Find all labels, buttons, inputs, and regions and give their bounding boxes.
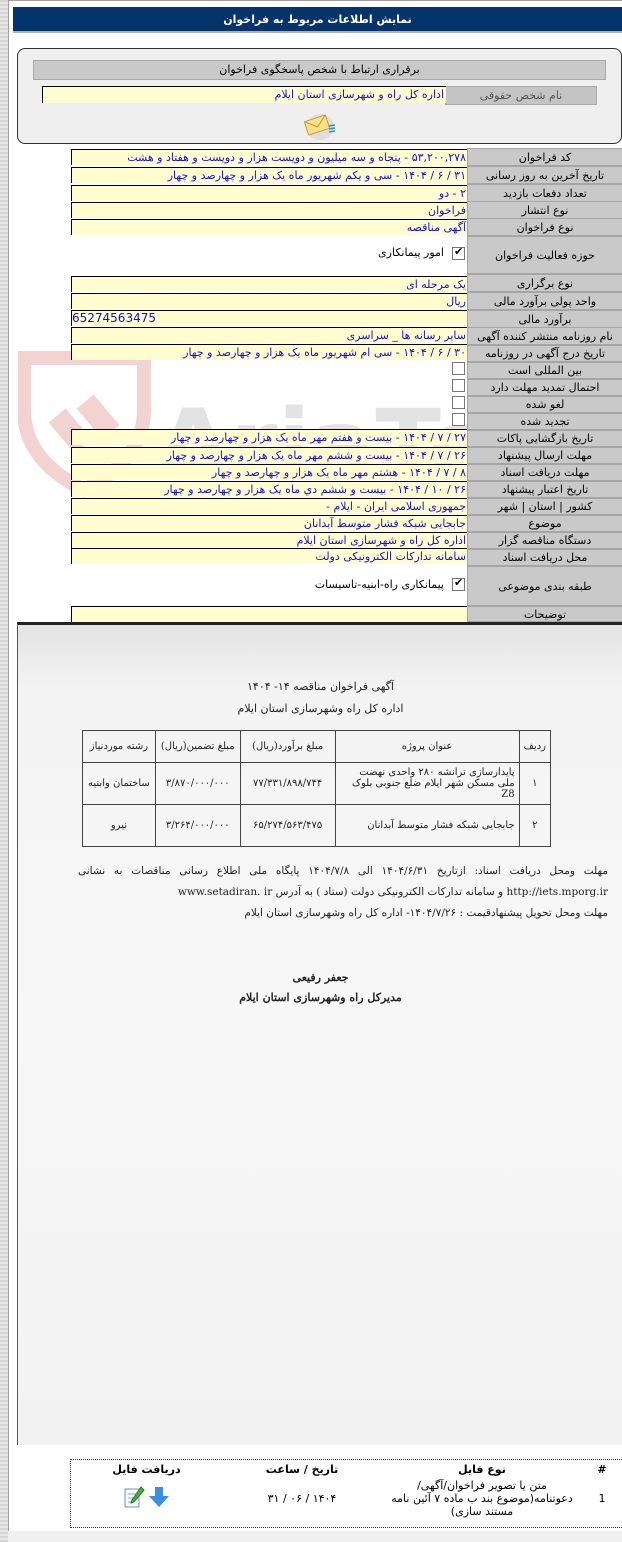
label-activity: حوزه فعالیت فراخوان: [467, 236, 622, 274]
label-newspaper-date: تاریخ درج آگهی در روزنامه: [467, 345, 622, 362]
value-docs-deadline: ۸ / ۷ / ۱۴۰۴ - هشتم مهر ماه یک هزار و چهارصد و چهار: [71, 464, 467, 480]
contact-panel: [17, 48, 622, 144]
label-estimate: برآورد مالی: [467, 310, 622, 328]
category-option-label: پیمانکاری راه-ابنیه-تاسیسات: [314, 578, 444, 591]
legal-entity-label: نام شخص حقوقی: [445, 86, 597, 105]
label-last-update: تاریخ آخرین به روز رسانی: [467, 166, 622, 184]
value-last-update: ۳۱ / ۶ / ۱۴۰۴ - سی و یکم شهریور ماه یک هزار و چهارصد و چهار: [71, 167, 467, 183]
label-visits: تعداد دفعات بازدید: [467, 184, 622, 202]
doc-table-row: ۲ جابجایی شبکه فشار متوسط آبدانان ۶۵/۲۷۴/۵۶۳/۴۷۵ ۳/۲۶۴/۰۰۰/۰۰۰ نیرو: [83, 805, 551, 847]
label-organizer: دستگاه مناقصه گزار: [467, 532, 622, 549]
legal-entity-value: اداره کل راه و شهرسازی استان ایلام: [42, 86, 446, 103]
value-opening-date: ۲۷ / ۷ / ۱۴۰۴ - بیست و هفتم مهر ماه یک هزار و چهارصد و چهار: [71, 429, 467, 445]
doc-submission-info: مهلت ومحل تحویل پیشنهادقیمت : ۱۴۰۴/۷/۲۶- اداره کل راه وشهرسازی استان ایلام: [244, 907, 608, 919]
value-newspaper: سایر رسانه ها _ سراسری: [71, 327, 467, 343]
value-organizer: اداره کل راه و شهرسازی استان ایلام: [71, 532, 467, 548]
label-submit-deadline: مهلت ارسال پیشنهاد: [467, 447, 622, 464]
doc-title: آگهی فراخوان مناقصه ۱۴- ۱۴۰۴: [247, 680, 394, 693]
doc-subtitle: اداره کل راه وشهرسازی استان ایلام: [237, 702, 404, 715]
value-validity-date: ۲۶ / ۱۰ / ۱۴۰۴ - بیست و ششم دي ماه یک هزار و چهارصد و چهار: [71, 481, 467, 497]
label-currency: واحد پولی برآورد مالی: [467, 292, 622, 310]
label-validity-date: تاریخ اعتبار پیشنهاد: [467, 481, 622, 498]
cancelled-checkbox[interactable]: [452, 396, 465, 409]
view-file-button[interactable]: [123, 1486, 145, 1511]
files-header: # نوع فایل تاریخ / ساعت دریافت فایل: [112, 1462, 607, 1476]
label-cancelled: لغو شده: [467, 396, 622, 413]
label-newspaper: نام روزنامه منتشر کننده آگهی: [467, 327, 622, 345]
value-currency: ریال: [71, 293, 467, 309]
doc-table-row: ۱ پایدارسازی ترانشه ۲۸۰ واحدی نهضت ملی مسکن شهر ایلام ضلع جنوبی بلوک Z8 ۷۷/۳۳۱/۸۹۸/۷۴۴ ۳/۸۷۰/۰۰۰/۰۰۰ ساختمان وابنیه: [83, 763, 551, 805]
value-newspaper-date: ۳۰ / ۶ / ۱۴۰۴ - سی ام شهریور ماه یک هزار و چهارصد و چهار: [71, 344, 467, 360]
doc-table-header: ردیف عنوان پروژه مبلغ برآورد(ریال) مبلغ تضمین(ریال) رشته موردنیاز: [83, 731, 551, 763]
file-row: 1 متن یا تصویر فراخوان/آگهی/دعوتنامه(موضوع بند ب ماده ۷ آئین نامه مستند سازی) ۱۴۰۴ / ۰۶ / ۳۱: [71, 1478, 622, 1518]
files-table: [70, 1459, 622, 1528]
envelope-icon: [301, 111, 339, 141]
doc-projects-table: [82, 730, 551, 847]
value-subject: جابجایی شبکه فشار متوسط آبدانان: [71, 515, 467, 531]
value-estimate: 65274563475: [71, 310, 467, 326]
value-submit-deadline: ۲۶ / ۷ / ۱۴۰۴ - بیست و ششم مهر ماه یک هزار و چهارصد و چهار: [71, 447, 467, 463]
send-message-button[interactable]: [301, 111, 339, 141]
label-renewed: تجدید شده: [467, 413, 622, 430]
label-category: طبقه بندی موضوعی: [467, 566, 622, 606]
label-notes: توضیحات: [467, 606, 622, 622]
value-call-code: ۵۳,۲۰۰,۲۷۸ - پنجاه و سه میلیون و دویست هزار و دویست و هفتاد و هشت: [71, 149, 467, 165]
page-title: نمایش اطلاعات مربوط به فراخوان: [13, 7, 622, 33]
label-holding-type: نوع برگزاری: [467, 274, 622, 292]
doc-signer-title: مدیرکل راه وشهرسازی استان ایلام: [239, 991, 402, 1004]
value-notes: [71, 606, 467, 622]
label-call-code: کد فراخوان: [467, 148, 622, 166]
label-docs-deadline: مهلت دریافت اسناد: [467, 464, 622, 481]
renewed-checkbox[interactable]: [452, 413, 465, 426]
contact-heading: برقراری ارتباط با شخص پاسخگوی فراخوان: [33, 60, 606, 80]
download-cell: [71, 1478, 222, 1518]
label-subject: موضوع: [467, 515, 622, 532]
page-edge: [0, 0, 8, 1542]
footer-bar: [8, 1531, 622, 1542]
edit-document-icon: [123, 1486, 145, 1508]
label-opening-date: تاریخ بازگشایی پاکات: [467, 430, 622, 447]
label-publish-type: نوع انتشار: [467, 201, 622, 219]
label-location: کشور | استان | شهر: [467, 498, 622, 515]
doc-documents-info: مهلت ومحل دریافت اسناد: ازتاریخ ۱۴۰۴/۶/۳۱ الی ۱۴۰۴/۷/۸ پایگاه ملی اطلاع رسانی مناقصات به نشانی http://iets.mporg.ir و سامانه تدارکات الکترونیکی دولت (ستاد ) به آدرس www.setadiran. ir: [78, 865, 608, 898]
label-extension: احتمال تمدید مهلت دارد: [467, 379, 622, 396]
activity-option-label: امور پیمانکاری: [378, 246, 444, 259]
doc-signer-name: جعفر رفیعی: [292, 971, 349, 984]
value-publish-type: فراخوان: [71, 202, 467, 218]
label-call-type: نوع فراخوان: [467, 218, 622, 236]
value-visits: ۲ - دو: [71, 185, 467, 201]
value-docs-place: سامانه تدارکات الکترونیکی دولت: [71, 548, 467, 564]
value-location: جمهوری اسلامی ایران - ایلام -: [71, 498, 467, 514]
value-holding-type: یک مرحله ای: [71, 276, 467, 292]
international-checkbox[interactable]: [452, 362, 465, 375]
extension-checkbox[interactable]: [452, 379, 465, 392]
value-call-type: آگهی مناقصه: [71, 219, 467, 235]
download-arrow-icon: [148, 1486, 170, 1508]
label-international: بین المللی است: [467, 362, 622, 379]
tender-document-image: [17, 622, 622, 1445]
label-docs-place: محل دریافت اسناد: [467, 549, 622, 566]
activity-checkbox[interactable]: [452, 247, 465, 260]
download-button[interactable]: [148, 1486, 170, 1511]
category-checkbox[interactable]: [452, 578, 465, 591]
